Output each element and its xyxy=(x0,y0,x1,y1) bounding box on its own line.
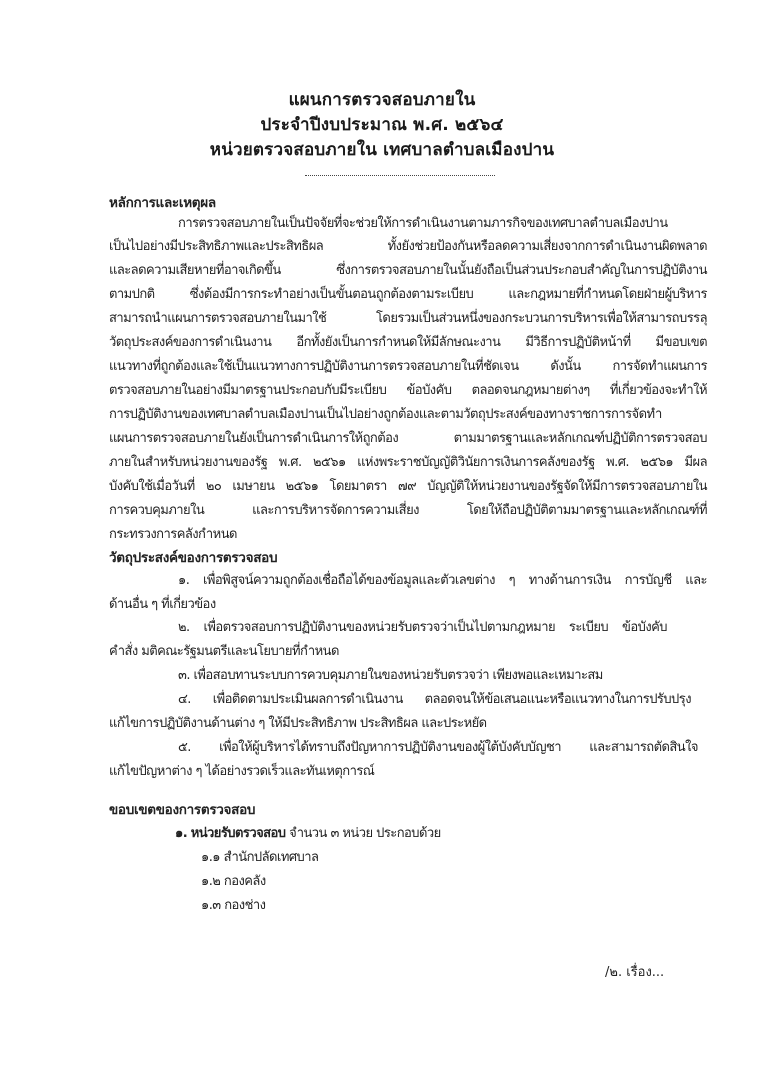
paragraph-line: แนวทางที่ถูกต้องและใช้เป็นแนวทางการปฏิบัติงานการตรวจสอบภายในที่ชัดเจน ดังนั้น การจัดทำแผนการ xyxy=(109,359,707,374)
title-line-fiscal-year: ประจำปีงบประมาณ พ.ศ. ๒๕๖๔ xyxy=(260,115,504,135)
scope-item-1-title: หน่วยรับตรวจสอบ xyxy=(190,826,286,841)
objective-item-4-cont: แก้ไขการปฏิบัติงานด้านต่าง ๆ ให้มีประสิทธิภาพ ประสิทธิผล และประหยัด xyxy=(109,716,487,731)
dotted-separator xyxy=(305,175,495,176)
paragraph-line: กระทรวงการคลังกำหนด xyxy=(109,527,237,542)
scope-sub-item: ๑.๓ กองช่าง xyxy=(201,898,266,913)
paragraph-line: บังคับใช้เมื่อวันที่ ๒๐ เมษายน ๒๕๖๑ โดยมาตรา ๗๙ บัญญัติให้หน่วยงานของรัฐจัดให้มีการตรวจสอบภายใน xyxy=(109,479,707,494)
paragraph-line: สามารถนำแผนการตรวจสอบภายในมาใช้ โดยรวมเป็นส่วนหนึ่งของกระบวนการบริหารเพื่อให้สามารถบรรลุ xyxy=(109,311,707,326)
paragraph-line: วัตถุประสงค์ของการดำเนินงาน อีกทั้งยังเป็นการกำหนดให้มีลักษณะงาน มีวิธีการปฏิบัติหน้าที่ มีขอบเขต xyxy=(109,335,707,350)
objective-item-1-cont: ด้านอื่น ๆ ที่เกี่ยวข้อง xyxy=(109,597,216,612)
section-heading-principles: หลักการและเหตุผล xyxy=(109,195,216,211)
scope-item-1-number: ๑. xyxy=(175,826,188,841)
scope-item-1-desc: จำนวน ๓ หน่วย ประกอบด้วย xyxy=(289,826,441,841)
paragraph-line: การควบคุมภายใน และการบริหารจัดการความเสี่ยง โดยให้ถือปฏิบัติตามมาตรฐานและหลักเกณฑ์ที่ xyxy=(109,503,707,518)
section-heading-objectives: วัตถุประสงค์ของการตรวจสอบ xyxy=(109,550,278,566)
title-line-unit: หน่วยตรวจสอบภายใน เทศบาลตำบลเมืองปาน xyxy=(209,140,555,160)
section-heading-scope: ขอบเขตของการตรวจสอบ xyxy=(109,802,256,818)
paragraph-line: ตรวจสอบภายในอย่างมีมาตรฐานประกอบกับมีระเบียบ ข้อบังคับ ตลอดจนกฎหมายต่างๆ ที่เกี่ยวข้องจะทำให้ xyxy=(109,383,707,398)
paragraph-line: และลดความเสียหายที่อาจเกิดขึ้น ซึ่งการตรวจสอบภายในนั้นยังถือเป็นส่วนประกอบสำคัญในการปฏิบัติงาน xyxy=(109,263,707,278)
scope-item-1 xyxy=(175,825,764,843)
objective-item-2-cont: คำสั่ง มติคณะรัฐมนตรีและนโยบายที่กำหนด xyxy=(109,644,339,659)
continuation-note: /๒. เรื่อง... xyxy=(605,965,665,980)
scope-sub-item: ๑.๑ สำนักปลัดเทศบาล xyxy=(201,850,319,865)
objective-item-3: ๓. เพื่อสอบทานระบบการควบคุมภายในของหน่วยรับตรวจว่า เพียงพอและเหมาะสม xyxy=(178,668,603,683)
paragraph-line: เป็นไปอย่างมีประสิทธิภาพและประสิทธิผล ทั้งยังช่วยป้องกันหรือลดความเสี่ยงจากการดำเนินงานผิดพลาด xyxy=(109,239,707,254)
scope-sub-item: ๑.๒ กองคลัง xyxy=(201,874,266,889)
paragraph-line: การปฏิบัติงานของเทศบาลตำบลเมืองปานเป็นไปอย่างถูกต้องและตามวัตถุประสงค์ของทางราชการการจัดทำ xyxy=(109,407,662,422)
objective-item-4: ๔. เพื่อติดตามประเมินผลการดำเนินงาน ตลอดจนให้ข้อเสนอแนะหรือแนวทางในการปรับปรุง xyxy=(178,692,691,707)
paragraph-line: ภายในสำหรับหน่วยงานของรัฐ พ.ศ. ๒๕๖๑ แห่งพระราชบัญญัติวินัยการเงินการคลังของรัฐ พ.ศ. ๒๕๖๑ มีผล xyxy=(109,455,707,470)
objective-item-5: ๕. เพื่อให้ผู้บริหารได้ทราบถึงปัญหาการปฏิบัติงานของผู้ใต้บังคับบัญชา และสามารถตัดสินใจ xyxy=(178,740,698,755)
document-title xyxy=(0,88,764,163)
paragraph-line: การตรวจสอบภายในเป็นปัจจัยที่จะช่วยให้การดำเนินงานตามภารกิจของเทศบาลตำบลเมืองปาน xyxy=(178,216,668,231)
objective-item-2: ๒. เพื่อตรวจสอบการปฏิบัติงานของหน่วยรับตรวจว่าเป็นไปตามกฎหมาย ระเบียบ ข้อบังคับ xyxy=(178,620,667,635)
paragraph-line: ตามปกติ ซึ่งต้องมีการกระทำอย่างเป็นขั้นตอนถูกต้องตามระเบียบ และกฎหมายที่กำหนดโดยฝ่ายผู้บริหาร xyxy=(109,287,707,302)
objective-item-5-cont: แก้ไขปัญหาต่าง ๆ ได้อย่างรวดเร็วและทันเหตุการณ์ xyxy=(109,764,375,779)
objective-item-1: ๑. เพื่อพิสูจน์ความถูกต้องเชื่อถือได้ของข้อมูลและตัวเลขต่าง ๆ ทางด้านการเงิน การบัญชี และ xyxy=(178,573,707,588)
paragraph-line: แผนการตรวจสอบภายในยังเป็นการดำเนินการให้ถูกต้อง ตามมาตรฐานและหลักเกณฑ์ปฏิบัติการตรวจสอบ xyxy=(109,431,707,446)
title-line-plan: แผนการตรวจสอบภายใน xyxy=(288,90,476,110)
